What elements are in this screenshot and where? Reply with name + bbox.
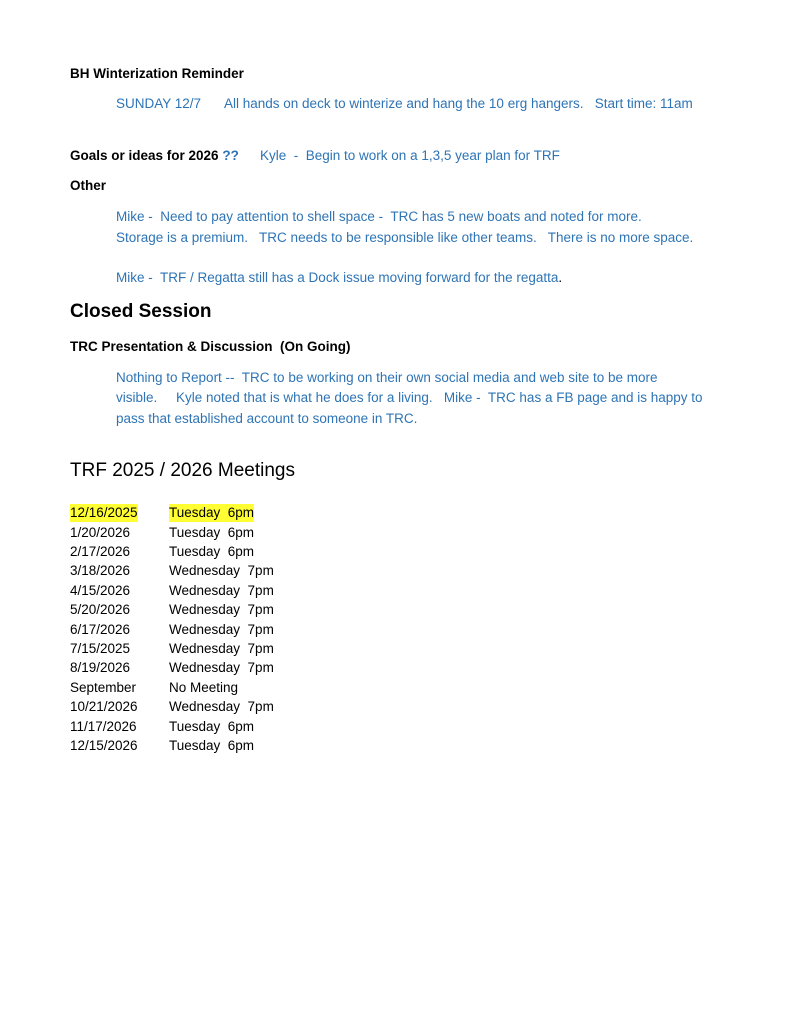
bh-heading: BH Winterization Reminder (70, 66, 244, 81)
meeting-row (70, 659, 370, 677)
meeting-row (70, 698, 370, 716)
meeting-row (70, 582, 370, 600)
meeting-row (70, 718, 370, 736)
meeting-time: Wednesday 7pm (169, 563, 274, 578)
other-line-3-period: . (558, 270, 563, 285)
meeting-time: Wednesday 7pm (169, 583, 274, 598)
meeting-time: Wednesday 7pm (169, 660, 274, 675)
meeting-time: Tuesday 6pm (169, 719, 255, 734)
goals-heading-label: Goals or ideas for 2026 (70, 148, 219, 163)
other-line-2: Storage is a premium. TRC needs to be responsible like other teams. There is no more space. (116, 230, 694, 245)
meeting-date: 12/15/2026 (70, 738, 138, 753)
goals-question-marks: ?? (222, 148, 239, 163)
meeting-time: Wednesday 7pm (169, 602, 274, 617)
closed-session-title: Closed Session (70, 301, 212, 322)
other-line-3-wrap (116, 270, 562, 285)
meeting-date: 3/18/2026 (70, 563, 131, 578)
goals-text: Kyle - Begin to work on a 1,3,5 year plan for TRF (260, 148, 560, 163)
meeting-time: Wednesday 7pm (169, 622, 274, 637)
meeting-date: 4/15/2026 (70, 583, 131, 598)
meeting-row (70, 562, 370, 580)
meeting-date: 11/17/2026 (70, 719, 137, 734)
meeting-date: 1/20/2026 (70, 525, 131, 540)
closed-line-3: pass that established account to someone in TRC. (116, 411, 418, 426)
meeting-time: Tuesday 6pm (169, 544, 255, 559)
other-heading: Other (70, 178, 107, 193)
meeting-date: 8/19/2026 (70, 660, 131, 675)
meeting-row (70, 737, 370, 755)
trc-presentation-heading: TRC Presentation & Discussion (On Going) (70, 339, 351, 354)
meeting-date: 5/20/2026 (70, 602, 131, 617)
meeting-date: 6/17/2026 (70, 622, 131, 637)
meeting-row (70, 504, 370, 522)
meeting-time: Tuesday 6pm (169, 525, 255, 540)
bh-date: SUNDAY 12/7 (116, 96, 202, 111)
meeting-date: 2/17/2026 (70, 544, 131, 559)
meeting-date: September (70, 680, 137, 695)
goals-heading (70, 148, 239, 163)
meeting-row (70, 601, 370, 619)
other-line-1: Mike - Need to pay attention to shell space - TRC has 5 new boats and noted for more. (116, 209, 642, 224)
meeting-date: 12/16/2025 (70, 505, 138, 520)
meeting-time: Tuesday 6pm (169, 505, 255, 520)
meeting-time: Tuesday 6pm (169, 738, 255, 753)
meeting-time: Wednesday 7pm (169, 699, 274, 714)
meeting-row (70, 679, 370, 697)
meeting-time: Wednesday 7pm (169, 641, 274, 656)
closed-line-2: visible. Kyle noted that is what he does for a living. Mike - TRC has a FB page and is happy to (116, 390, 703, 405)
meeting-date: 10/21/2026 (70, 699, 138, 714)
meeting-row (70, 640, 370, 658)
closed-line-1: Nothing to Report -- TRC to be working on their own social media and web site to be more (116, 370, 658, 385)
bh-text: All hands on deck to winterize and hang the 10 erg hangers. Start time: 11am (224, 96, 693, 111)
meeting-row (70, 524, 370, 542)
meeting-row (70, 543, 370, 561)
meetings-title: TRF 2025 / 2026 Meetings (70, 460, 295, 481)
other-line-3: Mike - TRF / Regatta still has a Dock issue moving forward for the regatta (116, 270, 559, 285)
meeting-time: No Meeting (169, 680, 239, 695)
meeting-date: 7/15/2025 (70, 641, 131, 656)
meeting-row (70, 621, 370, 639)
